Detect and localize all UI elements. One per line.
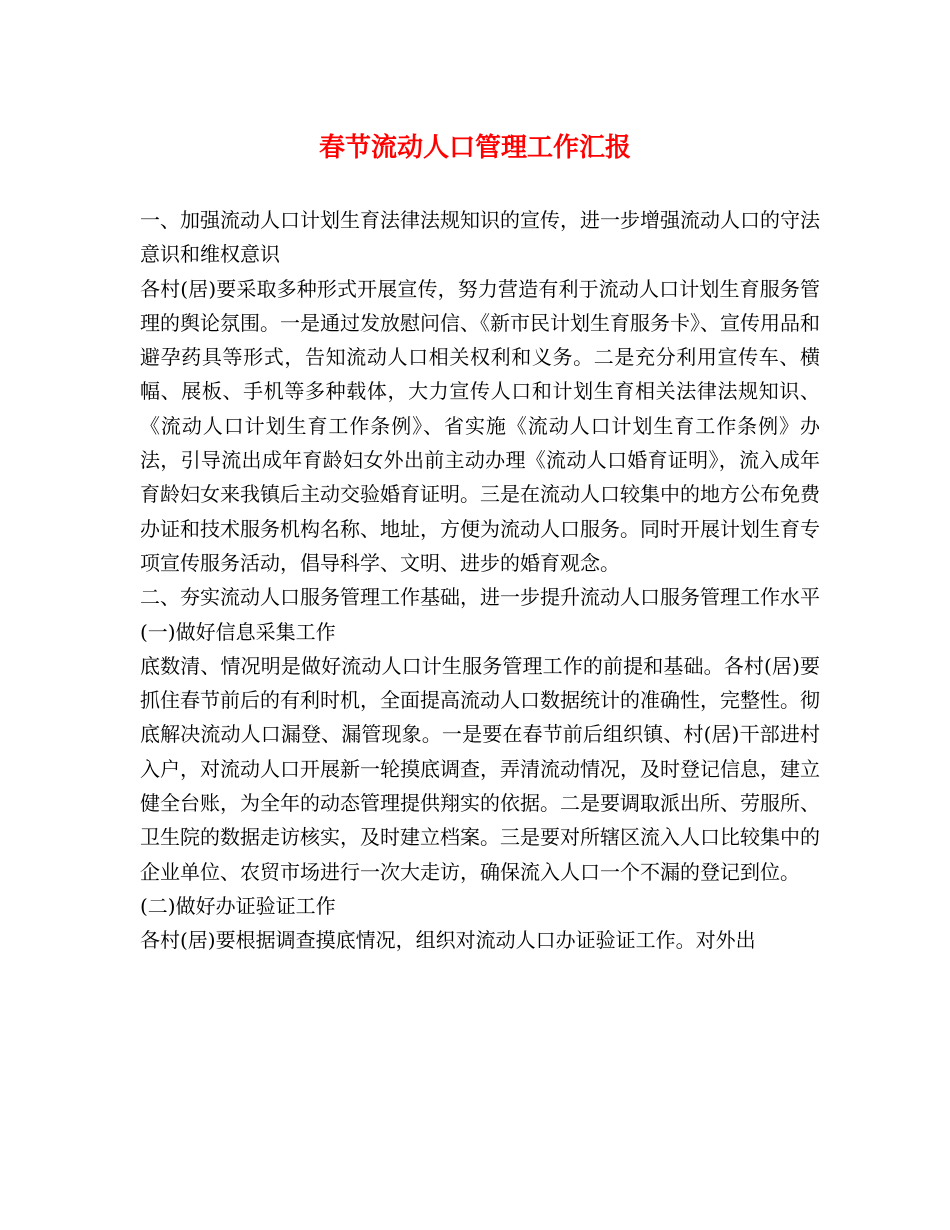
paragraph-info-collection: 底数清、情况明是做好流动人口计生服务管理工作的前提和基础。各村(居)要抓住春节前后的有利时机，全面提高流动人口数据统计的准确性，完整性。彻底解决流动人口漏登、漏管现象。一是要在春节前后组织镇、村(居)干部进村入户，对流动人口开展新一轮摸底调查，弄清流动情况，及时登记信息，建立健全台账，为全年的动态管理提供翔实的依据。二是要调取派出所、劳服所、卫生院的数据走访核实，及时建立档案。三是要对所辖区流入人口比较集中的企业单位、农贸市场进行一次大走访，确保流入人口一个不漏的登记到位。 xyxy=(140,653,820,884)
section-heading-1: 一、加强流动人口计划生育法律法规知识的宣传，进一步增强流动人口的守法意识和维权意识 xyxy=(140,208,820,267)
document-title: 春节流动人口管理工作汇报 xyxy=(318,133,631,163)
section-heading-2: 二、夯实流动人口服务管理工作基础，进一步提升流动人口服务管理工作水平 xyxy=(140,585,820,610)
paragraph-publicity: 各村(居)要采取多种形式开展宣传，努力营造有利于流动人口计划生育服务管理的舆论氛围。一是通过发放慰问信、《新市民计划生育服务卡》、宣传用品和避孕药具等形式，告知流动人口相关权利和义务。二是充分利用宣传车、横幅、展板、手机等多种载体，大力宣传人口和计划生育相关法律法规知识、《流动人口计划生育工作条例》、省实施《流动人口计划生育工作条例》办法，引导流出成年育龄妇女外出前主动办理《流动人口婚育证明》，流入成年育龄妇女来我镇后主动交验婚育证明。三是在流动人口较集中的地方公布免费办证和技术服务机构名称、地址，方便为流动人口服务。同时开展计划生育专项宣传服务活动，倡导科学、文明、进步的婚育观念。 xyxy=(140,276,820,575)
subsection-heading-1: (一)做好信息采集工作 xyxy=(140,619,336,644)
subsection-heading-2: (二)做好办证验证工作 xyxy=(140,893,336,918)
paragraph-certificate: 各村(居)要根据调查摸底情况，组织对流动人口办证验证工作。对外出 xyxy=(140,928,756,953)
document-body xyxy=(140,203,820,958)
